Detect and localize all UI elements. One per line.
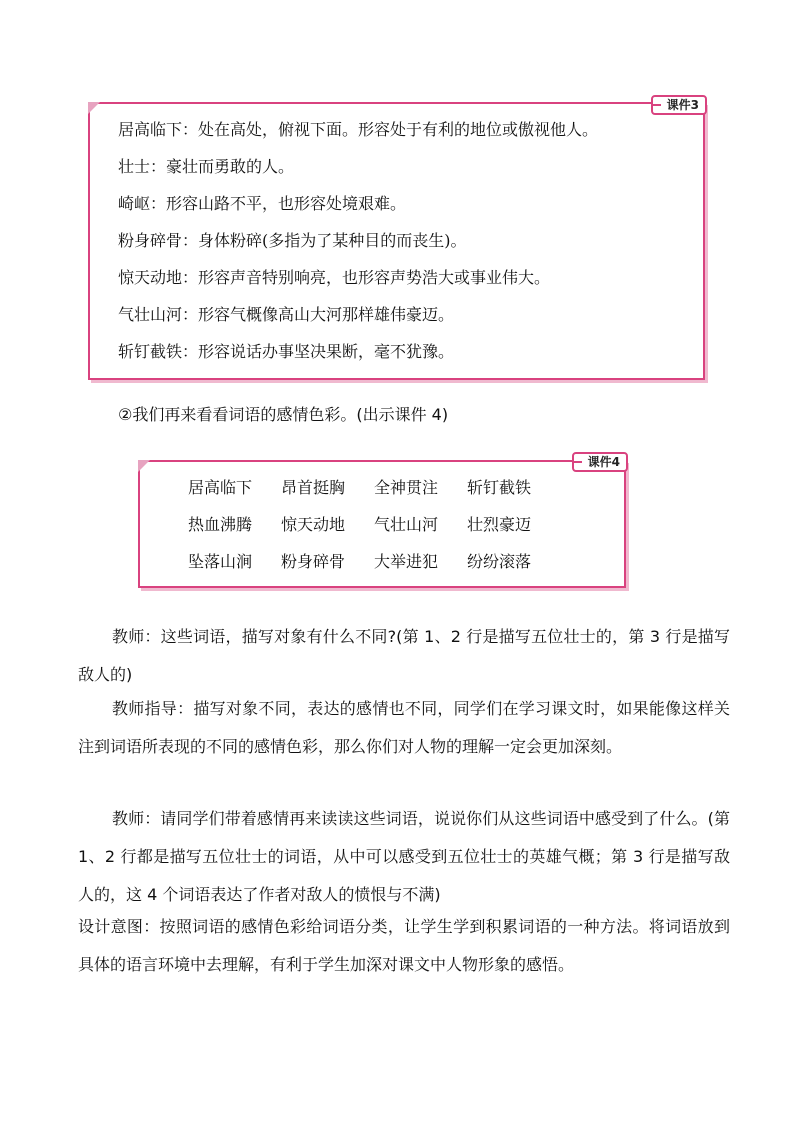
term: 壮士 bbox=[118, 157, 151, 176]
definition-entry: 气壮山河：形容气概像高山大河那样雄伟豪迈。 bbox=[118, 305, 455, 324]
word: 惊天动地 bbox=[281, 515, 346, 534]
teacher-guidance: 教师指导：描写对象不同，表达的感情也不同，同学们在学习课文时，如果能像这样关注到词语所表现的不同的感情色彩，那么你们对人物的理解一定会更加深刻。 bbox=[78, 699, 730, 756]
word-row bbox=[188, 476, 560, 513]
definition: 形容说话办事坚决果断，毫不犹豫。 bbox=[198, 342, 455, 361]
word: 大举进犯 bbox=[374, 552, 439, 571]
definition-entry: 惊天动地：形容声音特别响亮，也形容声势浩大或事业伟大。 bbox=[118, 268, 551, 287]
definition-entry: 崎岖：形容山路不平，也形容处境艰难。 bbox=[118, 194, 407, 213]
definition: 身体粉碎(多指为了某种目的而丧生)。 bbox=[198, 231, 467, 250]
design-intent: 设计意图：按照词语的感情色彩给词语分类，让学生学到积累词语的一种方法。将词语放到具体的语言环境中去理解，有利于学生加深对课文中人物形象的感悟。 bbox=[78, 917, 730, 974]
definition-list bbox=[118, 118, 598, 377]
word: 斩钉截铁 bbox=[467, 478, 532, 497]
word-row bbox=[188, 513, 560, 550]
definition-entry: 壮士：豪壮而勇敢的人。 bbox=[118, 157, 295, 176]
word: 气壮山河 bbox=[374, 515, 439, 534]
term: 斩钉截铁 bbox=[118, 342, 183, 361]
definition: 形容声音特别响亮，也形容声势浩大或事业伟大。 bbox=[198, 268, 551, 287]
word: 居高临下 bbox=[188, 478, 253, 497]
word: 热血沸腾 bbox=[188, 515, 253, 534]
word: 昂首挺胸 bbox=[281, 478, 346, 497]
word: 全神贯注 bbox=[374, 478, 439, 497]
word: 粉身碎骨 bbox=[281, 552, 346, 571]
term: 粉身碎骨 bbox=[118, 231, 183, 250]
definition-entry: 居高临下：处在高处，俯视下面。形容处于有利的地位或傲视他人。 bbox=[118, 120, 599, 139]
teacher-reading-prompt: 教师：请同学们带着感情再来读读这些词语，说说你们从这些词语中感受到了什么。(第 1、2 行都是描写五位壮士的词语，从中可以感受到五位壮士的英雄气概；第 3 行是描写敌人的，这 4 个词语表达了作者对敌人的愤恨与不满) bbox=[78, 809, 730, 904]
corner-decoration bbox=[138, 460, 150, 472]
term: 居高临下 bbox=[118, 120, 183, 139]
courseware-3-tag: 课件3 bbox=[651, 95, 707, 115]
word: 壮烈豪迈 bbox=[467, 515, 532, 534]
word-row bbox=[188, 550, 560, 587]
courseware-3-box bbox=[88, 98, 705, 380]
definition: 豪壮而勇敢的人。 bbox=[166, 157, 295, 176]
word: 纷纷滚落 bbox=[467, 552, 532, 571]
term: 崎岖 bbox=[118, 194, 151, 213]
corner-decoration bbox=[88, 102, 100, 114]
definition-entry: 斩钉截铁：形容说话办事坚决果断，毫不犹豫。 bbox=[118, 342, 455, 361]
term: 气壮山河 bbox=[118, 305, 183, 324]
courseware-4-box bbox=[138, 455, 626, 588]
definition: 形容山路不平，也形容处境艰难。 bbox=[166, 194, 407, 213]
courseware-4-tag: 课件4 bbox=[572, 452, 628, 472]
term: 惊天动地 bbox=[118, 268, 183, 287]
word: 坠落山涧 bbox=[188, 552, 253, 571]
definition: 处在高处，俯视下面。形容处于有利的地位或傲视他人。 bbox=[198, 120, 599, 139]
teacher-question: 教师：这些词语，描写对象有什么不同?(第 1、2 行是描写五位壮士的，第 3 行是描写敌人的) bbox=[78, 627, 730, 684]
word-grid bbox=[188, 476, 560, 587]
definition: 形容气概像高山大河那样雄伟豪迈。 bbox=[198, 305, 455, 324]
step-2-text: ②我们再来看看词语的感情色彩。(出示课件 4) bbox=[118, 405, 449, 424]
definition-entry: 粉身碎骨：身体粉碎(多指为了某种目的而丧生)。 bbox=[118, 231, 467, 250]
